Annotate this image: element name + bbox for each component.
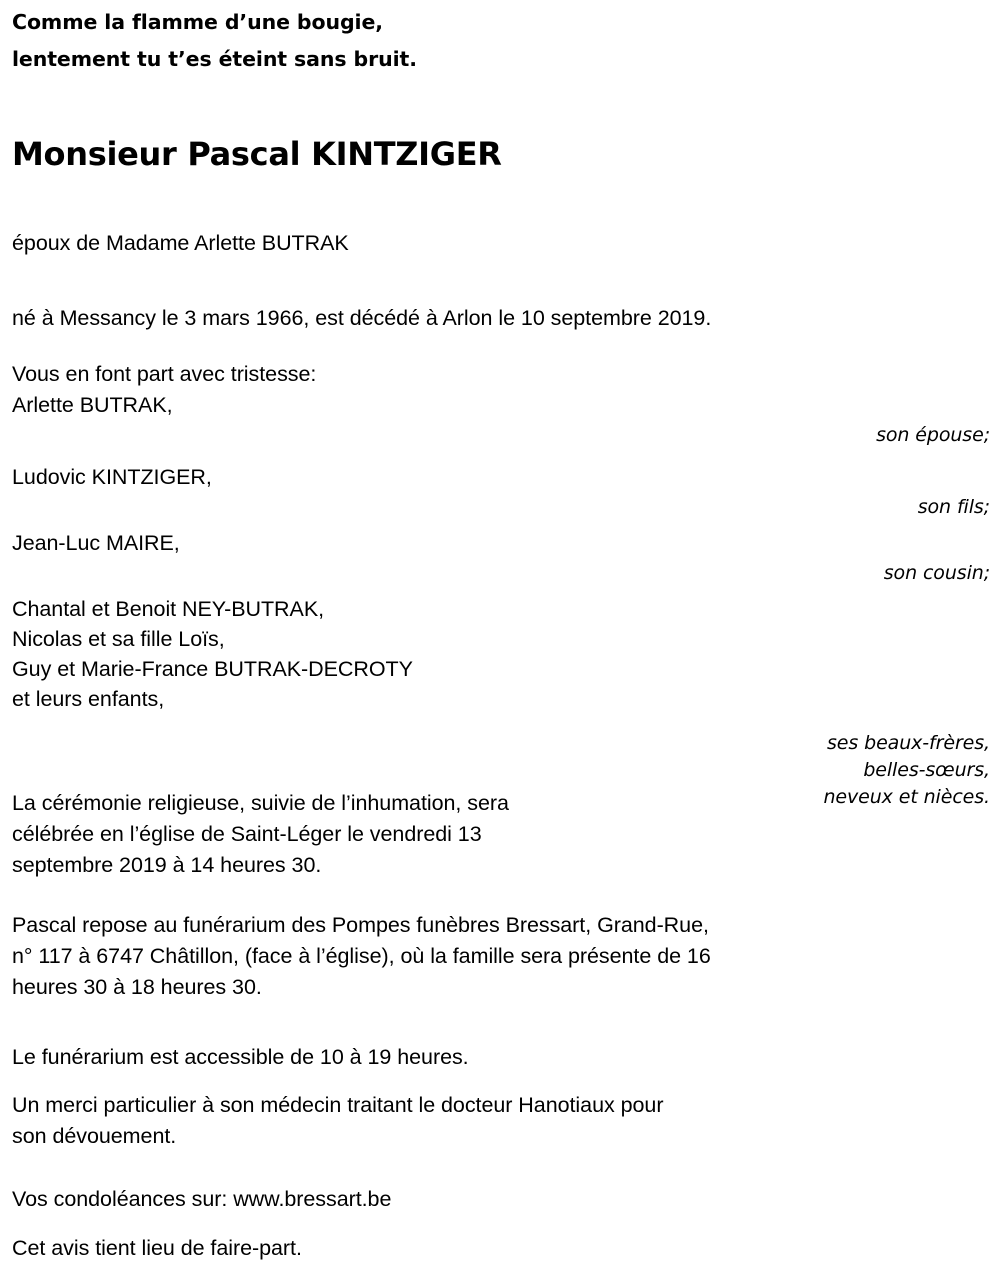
family-member-name: Nicolas et sa fille Loïs, <box>12 627 225 651</box>
notice-footer-line: Cet avis tient lieu de faire-part. <box>12 1236 302 1260</box>
family-relation-label <box>600 422 990 449</box>
funerarium-paragraph <box>12 910 997 1003</box>
family-member-name: et leurs enfants, <box>12 687 165 711</box>
thanks-paragraph <box>12 1090 997 1152</box>
page-title: Monsieur Pascal KINTZIGER <box>12 135 502 173</box>
funerarium-line: heures 30 à 18 heures 30. <box>12 975 262 999</box>
relation-line: son cousin; <box>883 562 990 584</box>
relation-line: ses beaux-frères, <box>827 732 990 754</box>
quote-line-1: Comme la flamme d’une bougie, <box>12 10 383 34</box>
access-hours-line: Le funérarium est accessible de 10 à 19 heures. <box>12 1045 469 1069</box>
thanks-line: Un merci particulier à son médecin traitant le docteur Hanotiaux pour <box>12 1093 664 1117</box>
funerarium-line: Pascal repose au funérarium des Pompes funèbres Bressart, Grand-Rue, <box>12 913 709 937</box>
thanks-line: son dévouement. <box>12 1124 177 1148</box>
announcement-intro: Vous en font part avec tristesse: <box>12 362 317 386</box>
ceremony-paragraph <box>12 788 712 881</box>
relation-line: neveux et nièces. <box>823 786 990 808</box>
ceremony-line: septembre 2019 à 14 heures 30. <box>12 853 322 877</box>
family-member-name: Jean-Luc MAIRE, <box>12 531 180 555</box>
family-member-name: Ludovic KINTZIGER, <box>12 465 212 489</box>
condolences-line: Vos condoléances sur: www.bressart.be <box>12 1187 392 1211</box>
relation-line: son épouse; <box>876 424 990 446</box>
family-relation-label <box>600 560 990 587</box>
family-member-name: Chantal et Benoit NEY-BUTRAK, <box>12 597 325 621</box>
relation-line: belles-sœurs, <box>863 759 990 781</box>
family-member-group <box>12 594 652 714</box>
family-relation-label <box>600 494 990 521</box>
spouse-line: époux de Madame Arlette BUTRAK <box>12 231 349 255</box>
ceremony-line: La cérémonie religieuse, suivie de l’inhumation, sera <box>12 791 509 815</box>
family-member-name: Guy et Marie-France BUTRAK-DECROTY <box>12 657 413 681</box>
birth-death-line: né à Messancy le 3 mars 1966, est décédé à Arlon le 10 septembre 2019. <box>12 306 712 330</box>
funerarium-line: n° 117 à 6747 Châtillon, (face à l’église), où la famille sera présente de 16 <box>12 944 711 968</box>
family-member-name: Arlette BUTRAK, <box>12 393 173 417</box>
relation-line: son fils; <box>917 496 990 518</box>
quote-line-2: lentement tu t’es éteint sans bruit. <box>12 47 417 71</box>
ceremony-line: célébrée en l’église de Saint-Léger le vendredi 13 <box>12 822 482 846</box>
